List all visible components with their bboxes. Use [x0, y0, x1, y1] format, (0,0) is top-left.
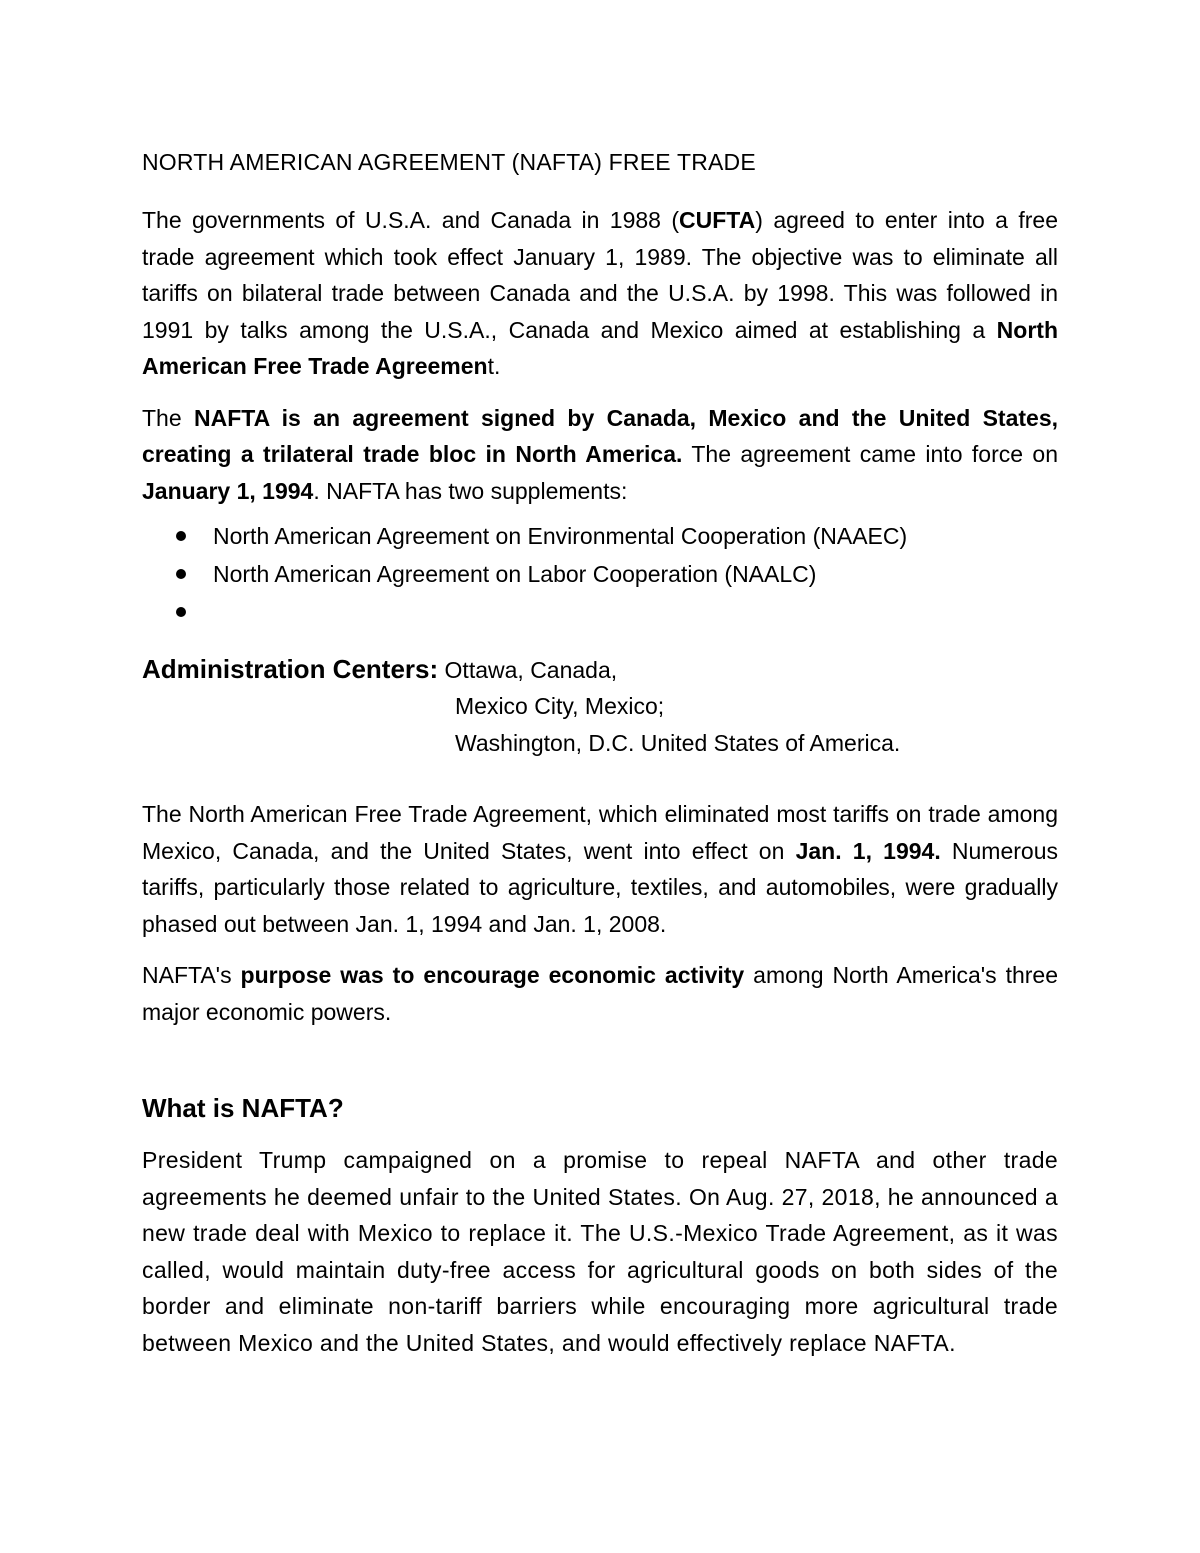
paragraph-nafta-definition — [142, 400, 1058, 510]
document-page — [142, 140, 1058, 1361]
paragraph-purpose — [142, 957, 1058, 1030]
text-run: The agreement came into force on — [682, 441, 1058, 467]
bold-run: purpose was to encourage economic activity — [240, 962, 745, 988]
text-run: t. — [487, 353, 501, 379]
text-run: . NAFTA has two supplements: — [313, 477, 628, 504]
administration-centers — [142, 651, 1058, 762]
bold-run: Jan. 1, 1994. — [795, 837, 941, 864]
bold-run: January 1, 1994 — [142, 477, 314, 504]
paragraph-effect — [142, 796, 1058, 942]
bullet-icon — [176, 607, 186, 617]
list-item-text: North American Agreement on Labor Cooperation (NAALC) — [213, 561, 817, 587]
text-run: The — [142, 404, 194, 431]
admin-center: Washington, D.C. United States of America. — [455, 730, 901, 756]
text-run: ) agreed to enter into a free trade agreement which took effect January 1, 1989. The objective was to eliminate all tariffs on bilateral trade between Canada and the U.S.A. by 1998. This was followed in 1991 by talks among the U.S.A., Canada and Mexico aimed at establishing a — [142, 207, 1058, 343]
document-title: NORTH AMERICAN AGREEMENT (NAFTA) FREE TRADE — [142, 149, 756, 175]
list-item — [142, 517, 1058, 555]
supplements-list — [142, 517, 1058, 631]
list-item — [142, 555, 1058, 593]
admin-center: Mexico City, Mexico; — [455, 693, 665, 719]
paragraph-trump: President Trump campaigned on a promise to repeal NAFTA and other trade agreements he deemed unfair to the United States. On Aug. 27, 2018, he announced a new trade deal with Mexico to replace it. The U.S.-Mexico Trade Agreement, as it was called, would maintain duty-free access for agricultural goods on both sides of the border and eliminate non-tariff barriers while encouraging more agricultural trade between Mexico and the United States, and would effectively replace NAFTA. — [142, 1147, 1058, 1356]
bold-run: NAFTA is an agreement signed by Canada, Mexico and the United States, creating a trilateral trade bloc in North America. — [142, 404, 1059, 467]
bold-run: North American Free Trade Agreemen — [142, 316, 1058, 379]
list-item — [142, 593, 1058, 631]
bold-run: CUFTA — [679, 207, 756, 233]
text-run: among North America's three major economic powers. — [142, 962, 1059, 1025]
text-run: The North American Free Trade Agreement, which eliminated most tariffs on trade among Mexico, Canada, and the United States, went into effect on — [142, 801, 1058, 864]
paragraph-cufta — [142, 202, 1058, 385]
bullet-icon — [176, 531, 186, 541]
text-run: The governments of U.S.A. and Canada in 1988 ( — [142, 207, 680, 233]
bullet-icon — [176, 569, 186, 579]
text-run: Numerous tariffs, particularly those related to agriculture, textiles, and automobiles, were gradually phased out between Jan. 1, 1994 and Jan. 1, 2008. — [142, 837, 1058, 937]
section-heading: What is NAFTA? — [142, 1093, 344, 1123]
list-item-text: North American Agreement on Environmental Cooperation (NAAEC) — [213, 523, 908, 549]
admin-center: Ottawa, Canada, — [444, 657, 618, 683]
admin-heading: Administration Centers: — [142, 654, 439, 684]
text-run: NAFTA's — [142, 962, 241, 988]
